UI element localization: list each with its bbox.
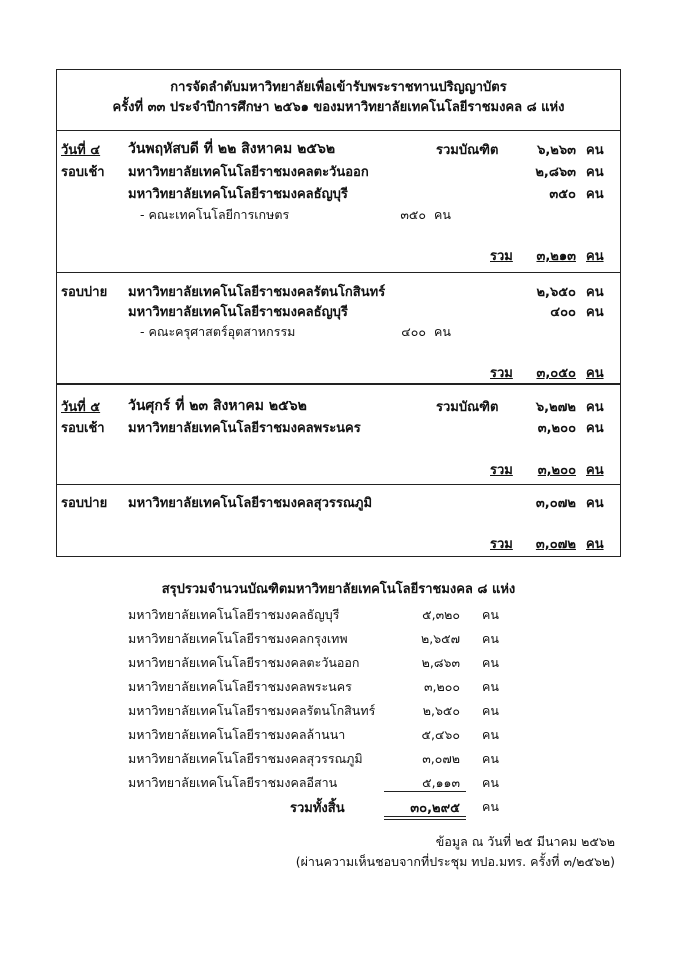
- day5-total-value: ๖,๒๗๒: [535, 400, 576, 415]
- day4-afternoon-sum-value: ๓,๐๕๐: [536, 366, 576, 381]
- day5-afternoon-label: รอบบ่าย: [61, 496, 108, 511]
- summary-row-unit: คน: [482, 775, 499, 790]
- day5-afternoon-sum-unit: คน: [586, 537, 604, 552]
- summary-row-name: มหาวิทยาลัยเทคโนโลยีราชมงคลสุวรรณภูมิ: [128, 751, 363, 766]
- day5-afternoon-uni1-unit: คน: [586, 496, 604, 511]
- summary-row-unit: คน: [482, 679, 499, 694]
- day4-morning-uni2-unit: คน: [586, 187, 604, 202]
- day4-afternoon-uni1-value: ๒,๖๕๐: [536, 285, 576, 300]
- header-line2: ครั้งที่ ๓๓ ประจำปีการศึกษา ๒๕๖๑ ของมหาวิทยาลัยเทคโนโลยีราชมงคล ๘ แห่ง: [112, 100, 565, 115]
- day4-afternoon-uni1-unit: คน: [586, 285, 604, 300]
- day4-morning-sum-value: ๓,๒๑๓: [536, 249, 576, 264]
- summary-row-value: ๕,๔๖๐: [421, 727, 460, 742]
- day5-morning-uni1-value: ๓,๒๐๐: [537, 421, 576, 436]
- day4-morning-uni2-value: ๓๕๐: [549, 187, 576, 202]
- summary-row-name: มหาวิทยาลัยเทคโนโลยีราชมงคลกรุงเทพ: [128, 631, 348, 646]
- day4-afternoon-sum-unit: คน: [586, 366, 604, 381]
- summary-row-unit: คน: [482, 607, 499, 622]
- day5-afternoon-sum-label: รวม: [490, 537, 513, 552]
- day4-afternoon-uni2: มหาวิทยาลัยเทคโนโลยีราชมงคลธัญบุรี: [128, 305, 348, 320]
- summary-row-name: มหาวิทยาลัยเทคโนโลยีราชมงคลตะวันออก: [128, 655, 360, 670]
- summary-row-value: ๓,๒๐๐: [423, 679, 460, 694]
- day5-afternoon-uni1: มหาวิทยาลัยเทคโนโลยีราชมงคลสุวรรณภูมิ: [128, 496, 373, 511]
- day4-label: วันที่ ๔: [61, 143, 101, 158]
- day4-afternoon-uni2-value: ๔๐๐: [550, 305, 576, 320]
- summary-row-value: ๕,๓๒๐: [422, 607, 460, 622]
- summary-row-value: ๓,๐๗๒: [422, 751, 460, 766]
- day4-morning-sum-label: รวม: [490, 249, 513, 264]
- day4-total-label: รวมบัณฑิต: [436, 143, 499, 158]
- day5-total-unit: คน: [586, 400, 604, 415]
- summary-row-name: มหาวิทยาลัยเทคโนโลยีราชมงคลธัญบุรี: [128, 607, 340, 622]
- total-rule-1: [384, 816, 466, 817]
- day4-afternoon-uni2-unit: คน: [586, 305, 604, 320]
- day4-morning-faculty-unit: คน: [434, 207, 451, 222]
- summary-row-unit: คน: [482, 751, 499, 766]
- summary-row-value: ๒,๖๕๗: [420, 631, 460, 646]
- day5-morning-uni1-unit: คน: [586, 421, 604, 436]
- summary-row-value: ๕,๑๑๓: [422, 775, 460, 790]
- day4-divider: [56, 383, 621, 385]
- day5-morning-label: รอบเช้า: [61, 421, 105, 436]
- day4-morning-uni1-value: ๒,๘๖๓: [535, 165, 576, 180]
- day4-total-unit: คน: [586, 143, 604, 158]
- day4-afternoon-label: รอบบ่าย: [61, 285, 108, 300]
- total-rule-2: [384, 819, 466, 820]
- day4-morning-uni1: มหาวิทยาลัยเทคโนโลยีราชมงคลตะวันออก: [128, 165, 369, 180]
- day5-morning-sum-label: รวม: [490, 463, 513, 478]
- day4-morning-uni2: มหาวิทยาลัยเทคโนโลยีราชมงคลธัญบุรี: [128, 187, 348, 202]
- day4-afternoon-faculty-value: ๔๐๐: [401, 324, 426, 339]
- summary-row-value: ๒,๘๖๓: [421, 655, 460, 670]
- day5-total-label: รวมบัณฑิต: [436, 400, 499, 415]
- day5-label: วันที่ ๕: [61, 400, 101, 415]
- day4-morning-uni1-unit: คน: [586, 165, 604, 180]
- summary-row-unit: คน: [482, 655, 499, 670]
- summary-row-unit: คน: [482, 703, 499, 718]
- day5-afternoon-uni1-value: ๓,๐๗๒: [535, 496, 576, 511]
- summary-row-name: มหาวิทยาลัยเทคโนโลยีราชมงคลล้านนา: [128, 727, 346, 742]
- day4-morning-sum-unit: คน: [586, 249, 604, 264]
- header-divider: [56, 130, 621, 131]
- day4-afternoon-faculty: - คณะครุศาสตร์อุตสาหกรรม: [140, 324, 296, 339]
- summary-row-unit: คน: [482, 631, 499, 646]
- footer-date: ข้อมูล ณ วันที่ ๒๕ มีนาคม ๒๕๖๒: [435, 834, 615, 849]
- header-line1: การจัดลำดับมหาวิทยาลัยเพื่อเข้ารับพระราชทานปริญญาบัตร: [170, 80, 507, 95]
- day5-morning-uni1: มหาวิทยาลัยเทคโนโลยีราชมงคลพระนคร: [128, 421, 361, 436]
- day4-total-value: ๖,๒๖๓: [537, 143, 576, 158]
- day4-morning-label: รอบเช้า: [61, 165, 105, 180]
- day5-morning-sum-unit: คน: [586, 463, 604, 478]
- day4-morning-faculty: - คณะเทคโนโลยีการเกษตร: [140, 207, 290, 222]
- subtotal-rule: [384, 791, 466, 792]
- day5-morning-sum-value: ๓,๒๐๐: [537, 463, 576, 478]
- day5-afternoon-sum-value: ๓,๐๗๒: [535, 537, 576, 552]
- day4-morning-faculty-value: ๓๕๐: [400, 207, 426, 222]
- day4-morning-divider: [56, 272, 621, 273]
- footer-approval: (ผ่านความเห็นชอบจากที่ประชุม ทปอ.มทร. ครั้งที่ ๓/๒๕๖๒): [295, 854, 615, 869]
- grand-total-label: รวมทั้งสิ้น: [290, 801, 345, 816]
- summary-row-name: มหาวิทยาลัยเทคโนโลยีราชมงคลอีสาน: [128, 775, 338, 790]
- day4-afternoon-faculty-unit: คน: [434, 324, 451, 339]
- day4-afternoon-uni1: มหาวิทยาลัยเทคโนโลยีราชมงคลรัตนโกสินทร์: [128, 285, 386, 300]
- summary-row-value: ๒,๖๕๐: [422, 703, 460, 718]
- summary-title: สรุปรวมจำนวนบัณฑิตมหาวิทยาลัยเทคโนโลยีราชมงคล ๘ แห่ง: [161, 582, 516, 597]
- day4-afternoon-sum-label: รวม: [490, 366, 513, 381]
- grand-total-value: ๓๐,๒๙๕: [410, 801, 460, 816]
- grand-total-unit: คน: [482, 799, 499, 814]
- day5-morning-divider: [56, 484, 621, 485]
- day5-date: วันศุกร์ ที่ ๒๓ สิงหาคม ๒๕๖๒: [128, 398, 307, 414]
- summary-row-unit: คน: [482, 727, 499, 742]
- day4-date: วันพฤหัสบดี ที่ ๒๒ สิงหาคม ๒๕๖๒: [128, 141, 336, 157]
- summary-row-name: มหาวิทยาลัยเทคโนโลยีราชมงคลพระนคร: [128, 679, 352, 694]
- summary-row-name: มหาวิทยาลัยเทคโนโลยีราชมงคลรัตนโกสินทร์: [128, 703, 376, 718]
